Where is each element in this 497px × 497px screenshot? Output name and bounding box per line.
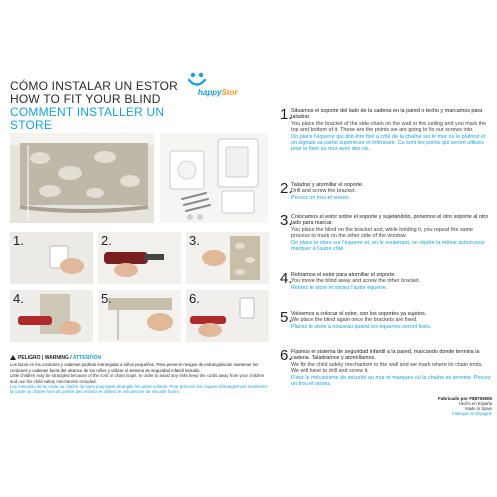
warning-triangle-icon bbox=[10, 355, 16, 360]
step-text-es: Colocamos el estor sobre el soporte y sujetándolo, ponemos el otro soporte al otro lado para marcar. bbox=[291, 214, 489, 227]
step-photo-5 bbox=[98, 290, 181, 342]
step-photo-number: 3. bbox=[189, 233, 200, 248]
step-photo-number: 2. bbox=[101, 233, 112, 248]
step-text-fr: Placez le store à nouveau quand les équerres seront fixés. bbox=[291, 323, 432, 330]
step-number: 6. bbox=[280, 347, 293, 364]
blind-illustration bbox=[10, 133, 154, 223]
warning-text-en: Little children may be strangled because of the cord or chain loops. In order to avoid any risks keep the cords away from your children and use the child safety mechanism included. bbox=[10, 373, 265, 384]
instruction-step-6 bbox=[280, 349, 492, 387]
step-photo-4 bbox=[10, 290, 93, 342]
step-text-en: You move the blind away and screw the other bracket. bbox=[291, 278, 421, 285]
step-text-fr: On place l'équerre qui doit être fixé à côté de la chaîne sur le mur ou le plafond et on signale sa partie supérieure et inférieure. Ce sont les points qui seront utilisés pour le fixer au mur avec des vis. bbox=[291, 133, 486, 153]
step-text-en: We place the blind again once the brackets are fixed. bbox=[291, 317, 418, 324]
logo-stor: Stor bbox=[221, 88, 238, 97]
title-french: COMMENT INSTALLER UN STORE bbox=[10, 105, 165, 132]
instruction-step-5 bbox=[280, 311, 492, 330]
step-photo-number: 4. bbox=[13, 291, 24, 306]
brackets-photo bbox=[160, 133, 268, 223]
made-in-es: Hecho en España bbox=[458, 401, 492, 406]
safety-warning bbox=[10, 355, 272, 395]
step-text-fr: Percez un trou et vissez. bbox=[291, 194, 351, 201]
step-text-fr: On place le store sur l'équerre et, en le soutenant, on répète la même action pour marquer à l'autre côté. bbox=[291, 239, 486, 253]
brackets-illustration bbox=[160, 133, 268, 223]
instruction-step-2 bbox=[280, 182, 492, 201]
step-text-es: Situamos el soporte del lado de la cadena en la pared o techo y marcamos para taladrar. bbox=[291, 108, 483, 121]
step-text-es: Taladrar y atornillar el soporte. bbox=[291, 182, 364, 188]
title-block bbox=[10, 80, 185, 132]
step-photo-2 bbox=[98, 232, 181, 284]
instruction-step-3 bbox=[280, 214, 492, 252]
warning-title-en: WARNING bbox=[44, 355, 69, 361]
manufacturer-info bbox=[420, 396, 492, 416]
warning-text-fr: Les menus/tu de la corde ou chaîne du store pourraient étrangler les petits enfants. Pour prévenir les risques d'étranglement maintenez la corde ou chaîne hors de portée des enfants et utilisez le mécanisme de sécurité fourni. bbox=[10, 384, 268, 395]
step-number: 2. bbox=[280, 180, 293, 197]
step-number: 1. bbox=[280, 106, 293, 123]
instruction-step-1 bbox=[280, 108, 492, 153]
logo-happy: happy bbox=[198, 88, 222, 97]
made-in-en: Made in Spain bbox=[465, 406, 492, 411]
title-spanish: CÓMO INSTALAR UN ESTOR bbox=[10, 79, 178, 93]
warning-title-fr: ATTENTION bbox=[72, 355, 102, 361]
step-number: 5. bbox=[280, 309, 293, 326]
warning-text-es: Los lazos en los cordones y cadenas podrían estrangular a niños pequeños. Para prevenir riesgos de estrangulación mantener los cordones y cadenas fuera del alcance de los niños y utilizar el sistema de seguridad infantil incluido. bbox=[10, 362, 259, 373]
step-text-es: Retiramos el estor para atornillar el soporte. bbox=[291, 272, 396, 278]
step-text-en: We fix the child safety mechanism to the wall and we mark where its chain ends. We will have to drill and screw it. bbox=[291, 361, 483, 375]
step-text-es: Volvemos a colocar el estor, con los soportes ya sujetos. bbox=[291, 311, 427, 317]
step-photo-6 bbox=[186, 290, 269, 342]
step-number: 4. bbox=[280, 270, 293, 287]
step-photo-number: 1. bbox=[13, 233, 24, 248]
step-number: 3. bbox=[280, 212, 293, 229]
made-in-fr: Fabriqué en Espagne bbox=[451, 411, 492, 416]
step-text-fr: Fixez le mécanisme de sécurité au mur et marquez où la chaîne se termine. Percez un trou et vissez. bbox=[291, 374, 491, 388]
step-text-en: Drill and screw the bracket. bbox=[291, 188, 357, 195]
logo-wordmark bbox=[198, 88, 238, 97]
warning-title-es: PELIGRO bbox=[18, 355, 41, 361]
step-photo-3 bbox=[186, 232, 269, 284]
step-text-fr: Retirez le store et vissez l'autre équerre. bbox=[291, 284, 388, 291]
title-english: HOW TO FIT YOUR BLIND bbox=[10, 92, 161, 106]
step-photo-number: 6. bbox=[189, 291, 200, 306]
step-photo-1 bbox=[10, 232, 93, 284]
warning-heading: PELIGRO | WARNING / ATTENTION bbox=[10, 355, 272, 361]
manufacturer-id: Fabricado por F88793605 bbox=[437, 396, 492, 401]
instruction-step-4 bbox=[280, 272, 492, 291]
step-text-en: You place the blind on the bracket and, while holding it, you repeat the same process to mark on the other side of the window. bbox=[291, 226, 474, 240]
blind-photo bbox=[10, 133, 154, 223]
step-photo-number: 5. bbox=[101, 291, 112, 306]
step-text-en: You place the bracket of the side-chain on the wall or the ceiling and you mark the top and bottom of it. These are the points we are going to fix our screws into. bbox=[291, 120, 487, 134]
happystor-logo bbox=[186, 68, 256, 108]
step-text-es: Fijamos el sistema de seguridad infantil a la pared, marcando donde termina la cadena. Taladramos y atornillamos. bbox=[291, 349, 480, 362]
